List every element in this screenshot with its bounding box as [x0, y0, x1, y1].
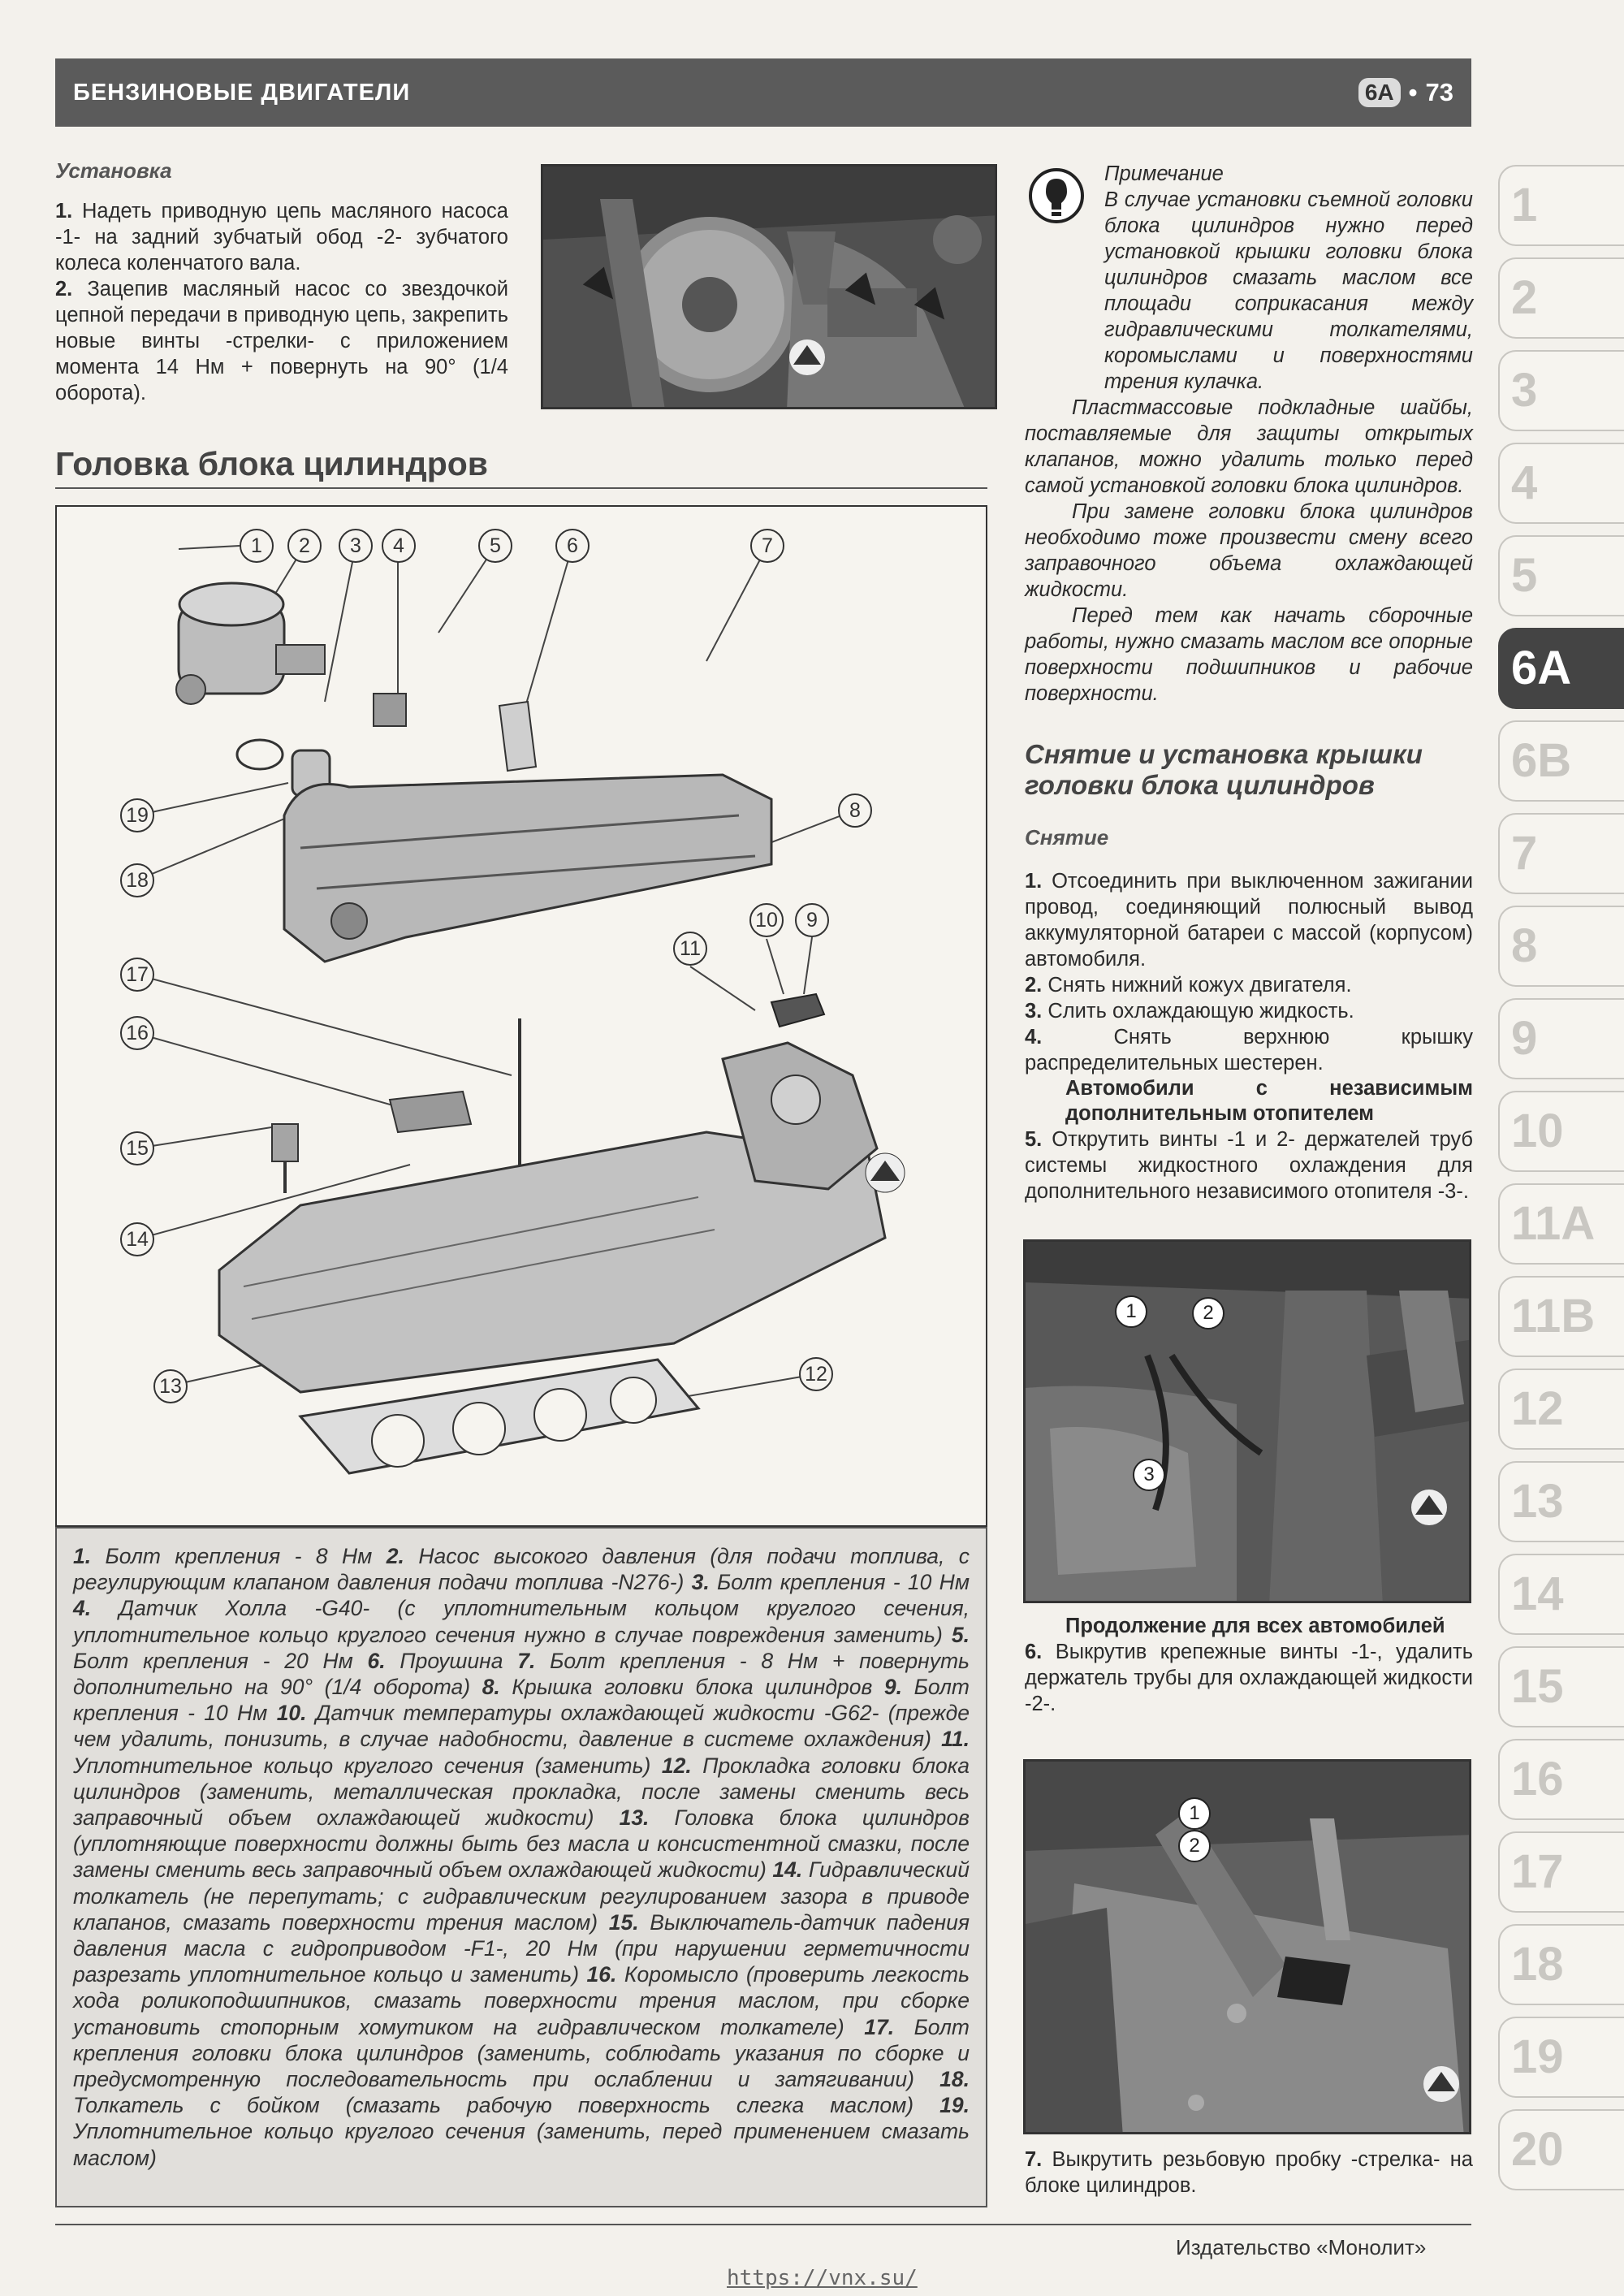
chapter-tab[interactable]: 2 [1498, 257, 1624, 339]
diagram-callout: 6 [555, 529, 590, 563]
chapter-tab[interactable]: 3 [1498, 350, 1624, 431]
diagram-callout: 5 [478, 529, 512, 563]
photo-callout: 1 [1115, 1295, 1147, 1328]
monolit-logo-icon [866, 1153, 905, 1192]
install-steps [55, 198, 508, 406]
note-p3: При замене головки блока цилиндров необходимо тоже произвести смену всего заправочного объема охлаждающей жидкости. [1025, 500, 1473, 601]
caption-item: 5. Болт крепления - 20 Нм [73, 1622, 970, 1673]
diagram-callout: 17 [120, 958, 154, 992]
caption-item: 17. Болт крепления головки блока цилиндров (заменить, соблюдать указания по сборке и предусмотренную последовательность при ослаблении и затягивании) [73, 2014, 970, 2092]
header-page [1358, 78, 1453, 107]
chapter-tab[interactable]: 5 [1498, 535, 1624, 616]
chapter-tab[interactable]: 9 [1498, 998, 1624, 1079]
install-heading: Установка [55, 158, 172, 183]
cylinder-head-exploded-view [57, 507, 986, 1525]
note-p4: Перед тем как начать сборочные работы, нужно смазать маслом все опорные поверхности подшипников и рабочие поверхности. [1025, 604, 1473, 705]
chapter-tab[interactable]: 12 [1498, 1369, 1624, 1450]
photo-callout: 3 [1133, 1459, 1165, 1491]
monolit-logo-icon [1409, 1487, 1449, 1528]
removal-heading: Снятие [1025, 825, 1109, 850]
all-cars-heading: Продолжение для всех автомобилей [1065, 1615, 1445, 1637]
step-7-block [1025, 2147, 1473, 2199]
page-number: 73 [1425, 78, 1453, 106]
footer-publisher: Издательство «Монолит» [1176, 2235, 1427, 2259]
caption-item: 14. Гидравлический толкатель (не перепутать; с гидравлическим регулированием зазора в приводе клапанов, смазать поверхности трения маслом) [73, 1857, 970, 1935]
footer-divider [55, 2224, 1471, 2225]
caption-item: 3. Болт крепления - 10 Нм [691, 1570, 970, 1595]
caption-item: 19. Уплотнительное кольцо круглого сечения (заменить, перед применением смазать маслом) [73, 2093, 970, 2170]
header-title: БЕНЗИНОВЫЕ ДВИГАТЕЛИ [73, 79, 411, 106]
chapter-tab[interactable]: 13 [1498, 1461, 1624, 1542]
step-number: 2. [55, 278, 73, 301]
chapter-tab[interactable]: 7 [1498, 813, 1624, 894]
chapter-badge: 6A [1358, 78, 1401, 107]
coolant-pipe-holder-photo [1023, 1759, 1471, 2134]
heater-pipes-illustration [1026, 1242, 1471, 1603]
diagram-callout: 18 [120, 863, 154, 897]
chapter-tab[interactable]: 1 [1498, 165, 1624, 246]
caption-item: 9. Болт крепления - 10 Нм [73, 1675, 970, 1726]
monolit-logo-icon [787, 337, 827, 378]
caption-item: 18. Толкатель с бойком (смазать рабочую поверхность слегка маслом) [73, 2067, 970, 2118]
caption-item: 4. Датчик Холла -G40- (с уплотнительным кольцом круглого сечения, уплотнительное кольцо круглого сечения нужно в случае повреждения заменить) [73, 1596, 970, 1647]
diagram-callout: 12 [799, 1357, 833, 1391]
diagram-callout: 2 [287, 529, 322, 563]
photo-callout: 2 [1178, 1830, 1211, 1862]
chapter-tab[interactable]: 19 [1498, 2017, 1624, 2098]
footer-url-link[interactable]: https://vnx.su/ [727, 2266, 918, 2290]
caption-item: 2. Насос высокого давления (для подачи топлива, с регулирующим клапаном давления подачи топлива -N276-) [73, 1544, 970, 1595]
note-label: Примечание [1104, 162, 1224, 185]
cylinder-head-heading: Головка блока цилиндров [55, 445, 488, 482]
caption-item: 8. Крышка головки блока цилиндров [482, 1675, 884, 1700]
cylinder-head-diagram [55, 505, 987, 1527]
step-number: 1. [55, 200, 73, 223]
chapter-tab[interactable]: 18 [1498, 1924, 1624, 2005]
removal-step-4: 4. Снять верхнюю крышку распределительных шестерен. [1025, 1026, 1473, 1074]
diagram-callout: 1 [240, 529, 274, 563]
step-text: Зацепив масляный насос со звездочкой цепной передачи в приводную цепь, закрепить новые винты -стрелки- с приложением момента 14 Нм + повернуть на 90° (1/4 оборота). [55, 278, 509, 404]
pump-shape [176, 583, 325, 704]
header-bar [55, 58, 1471, 127]
caption-item: 15. Выключатель-датчик падения давления масла с гидроприводом -F1-, 20 Нм (при нарушении герметичности разрезать уплотнительное кольцо и заменить) [73, 1909, 970, 1987]
caption-item: 13. Головка блока цилиндров (уплотняющие поверхности должны быть без масла и консистентной смазки, после замены сменить весь заправочный объем охлаждающей жидкости) [73, 1805, 970, 1883]
diagram-callout: 9 [795, 903, 829, 937]
heading-underline [55, 487, 987, 489]
oil-pump-photo [541, 164, 997, 409]
chapter-tab[interactable]: 6B [1498, 720, 1624, 802]
diagram-callout: 16 [120, 1016, 154, 1050]
chapter-tab[interactable]: 20 [1498, 2109, 1624, 2190]
diagram-callout: 3 [339, 529, 373, 563]
chapter-tab[interactable]: 4 [1498, 443, 1624, 524]
diagram-callout: 15 [120, 1131, 154, 1165]
valve-cover-section [1025, 739, 1473, 1204]
diagram-callout: 13 [153, 1369, 188, 1403]
note-p1: В случае установки съемной головки блока цилиндров нужно перед установкой крышки головки блока цилиндров смазать маслом все площади соприкасания между гидравлическими толкателями, коромыслами и поверхностями трения кулачка. [1104, 188, 1473, 393]
diagram-callout: 14 [120, 1222, 154, 1256]
chapter-tab-active[interactable]: 6A [1498, 628, 1624, 709]
chapter-tab[interactable]: 8 [1498, 906, 1624, 987]
caption-item: 6. Проушина [367, 1648, 518, 1673]
photo-callout: 2 [1192, 1297, 1224, 1330]
monolit-logo-icon [1421, 2064, 1462, 2104]
chapter-tab[interactable]: 15 [1498, 1646, 1624, 1727]
caption-item: 16. Коромысло (проверить легкость хода роликоподшипников, смазать поверхности трения маслом, при сборке установить стопорным хомутиком на гидравлическом толкателе) [73, 1962, 970, 2039]
chapter-tab[interactable]: 14 [1498, 1554, 1624, 1635]
note-lightbulb-icon [1028, 167, 1085, 224]
independent-heater-heading: Автомобили с независимым дополнительным отопителем [1065, 1077, 1473, 1125]
chapter-tab[interactable]: 10 [1498, 1091, 1624, 1172]
note-block [1025, 161, 1473, 707]
chapter-tab[interactable]: 16 [1498, 1739, 1624, 1820]
caption-item: 7. Болт крепления - 8 Нм + повернуть дополнительно на 90° (1/4 оборота) [73, 1648, 970, 1700]
caption-item: 12. Прокладка головки блока цилиндров (заменить, металлическая прокладка, после замены сменить весь заправочный объем охлаждающей жидкости) [73, 1753, 970, 1831]
diagram-callout: 19 [120, 798, 154, 832]
valve-cover-heading: Снятие и установка крышки головки блока цилиндров [1025, 739, 1423, 800]
continuation-block [1025, 1614, 1473, 1717]
removal-step-3: 3. Слить охлаждающую жидкость. [1025, 1000, 1354, 1023]
step-text: Надеть приводную цепь масляного насоса -1- на задний зубчатый обод -2- зубчатого колеса коленчатого вала. [55, 200, 508, 275]
coolant-pipe-holder-illustration [1026, 1762, 1471, 2134]
removal-step-1: 1. Отсоединить при выключенном зажигании провод, соединяющий полюсный вывод аккумуляторной батареи с массой (корпусом) автомобиля. [1025, 870, 1473, 971]
diagram-callout: 7 [750, 529, 784, 563]
chapter-tab[interactable]: 17 [1498, 1831, 1624, 1913]
diagram-callout: 4 [382, 529, 416, 563]
page-separator: • [1408, 78, 1418, 106]
diagram-caption [55, 1527, 987, 2207]
photo-callout: 1 [1178, 1797, 1211, 1830]
install-step-1 [55, 198, 508, 276]
caption-item: 1. Болт крепления - 8 Нм [73, 1544, 387, 1568]
caption-item: 11. Уплотнительное кольцо круглого сечения (заменить) [73, 1727, 970, 1778]
install-step-2 [55, 276, 508, 406]
install-block [55, 158, 508, 406]
caption-item: 10. Датчик температуры охлаждающей жидкости -G62- (прежде чем удалить, понизить, в случае надобности, давление в системе охлаждения) [73, 1701, 970, 1752]
diagram-callout: 11 [673, 932, 707, 966]
removal-step-5: 5. Открутить винты -1 и 2- держателей труб системы жидкостного охлаждения для дополнительного независимого отопителя -3-. [1025, 1128, 1473, 1203]
removal-step-7: 7. Выкрутить резьбовую пробку -стрелка- на блоке цилиндров. [1025, 2148, 1473, 2197]
diagram-callout: 8 [838, 793, 872, 828]
chapter-tab[interactable]: 11A [1498, 1183, 1624, 1265]
heater-pipes-photo [1023, 1239, 1471, 1603]
diagram-callout: 10 [749, 903, 784, 937]
removal-step-6: 6. Выкрутив крепежные винты -1-, удалить держатель трубы для охлаждающей жидкости -2-. [1025, 1641, 1473, 1715]
note-p2: Пластмассовые подкладные шайбы, поставляемые для защиты открытых клапанов, можно удалить только перед самой установкой головки блока цилиндров. [1025, 396, 1473, 497]
removal-step-2: 2. Снять нижний кожух двигателя. [1025, 974, 1352, 997]
chapter-tab[interactable]: 11B [1498, 1276, 1624, 1357]
